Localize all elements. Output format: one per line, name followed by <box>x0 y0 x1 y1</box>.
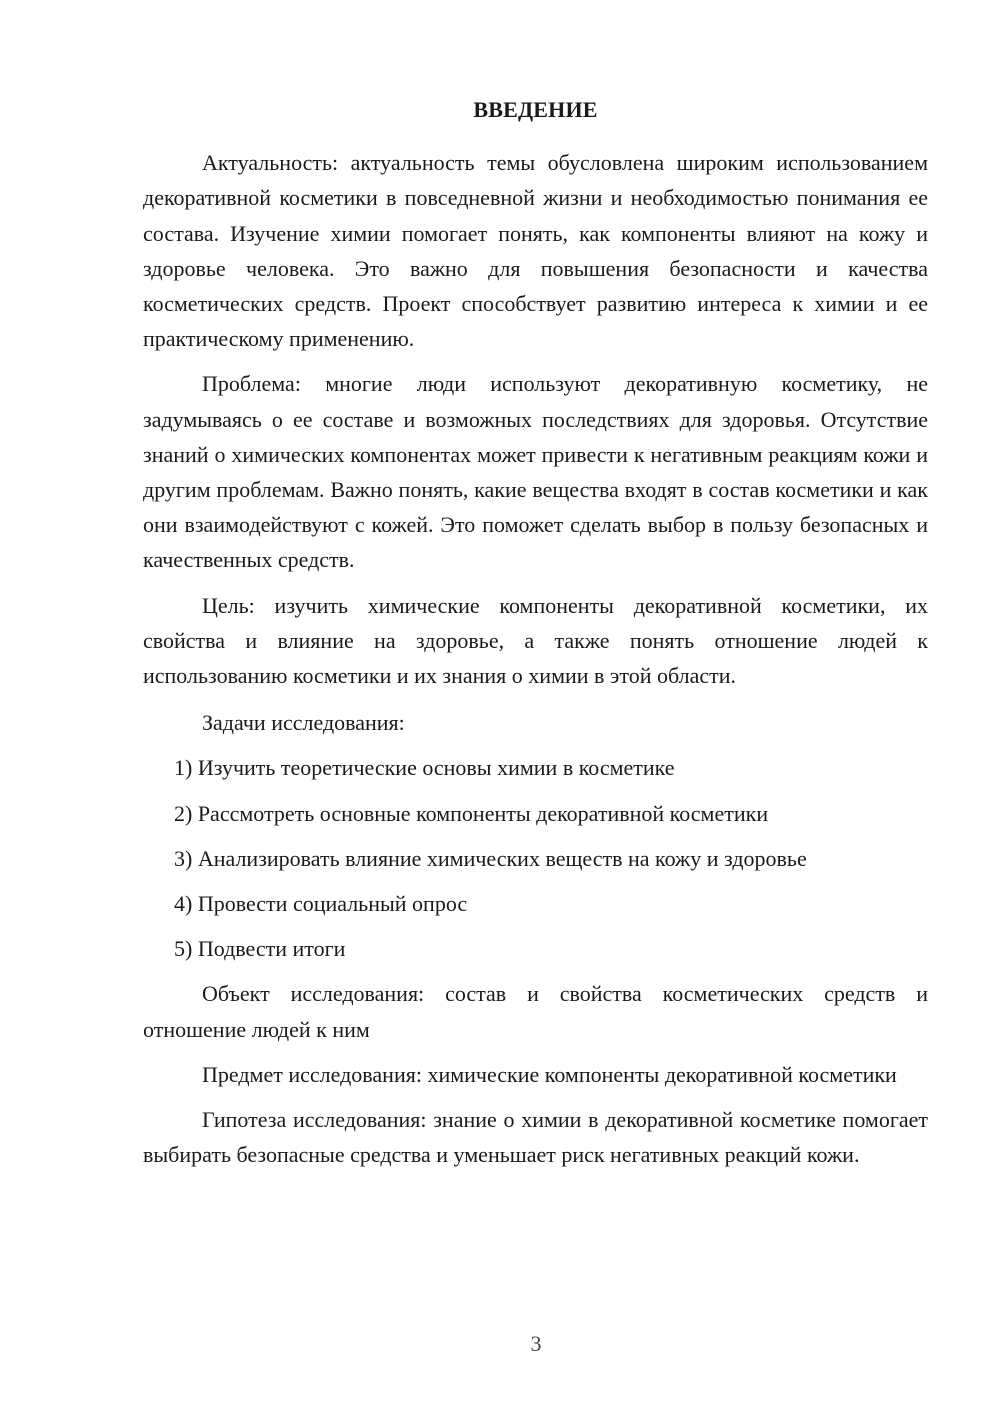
paragraph-relevance: Актуальность: актуальность темы обусловлена широким использованием декоративной косметики в повседневной жизни и необходимостью понимания ее состава. Изучение химии помогает понять, как компоненты влияют на кожу и здоровье человека. Это важно для повышения безопасности и качества косметических средств. Проект способствует развитию интереса к химии и ее практическому применению. <box>143 150 928 352</box>
tasks-heading: Задачи исследования: <box>202 710 405 736</box>
task-item: 4) Провести социальный опрос <box>174 891 468 917</box>
task-item: 5) Подвести итоги <box>174 936 346 962</box>
paragraph-goal: Цель: изучить химические компоненты декоративной косметики, их свойства и влияние на здоровье, а также понять отношение людей к использованию косметики и их знания о химии в этой области. <box>143 592 928 689</box>
section-title: ВВЕДЕНИЕ <box>473 97 598 122</box>
tasks-list <box>143 750 928 966</box>
task-item: 3) Анализировать влияние химических веществ на кожу и здоровье <box>174 845 807 871</box>
paragraph-object: Объект исследования: состав и свойства косметических средств и отношение людей к ним <box>143 981 928 1042</box>
paragraph-hypothesis: Гипотеза исследования: знание о химии в декоративной косметике помогает выбирать безопасные средства и уменьшает риск негативных реакций кожи. <box>143 1107 928 1168</box>
task-item: 2) Рассмотреть основные компоненты декоративной косметики <box>174 800 769 826</box>
paragraph-problem: Проблема: многие люди используют декоративную косметику, не задумываясь о ее составе и возможных последствиях для здоровья. Отсутствие знаний о химических компонентах может привести к негативным реакциям кожи и другим проблемам. Важно понять, какие вещества входят в состав косметики и как они взаимодействуют с кожей. Это поможет сделать выбор в пользу безопасных и качественных средств. <box>143 371 928 573</box>
document-page <box>143 92 928 1182</box>
paragraph-subject: Предмет исследования: химические компоненты декоративной косметики <box>202 1061 897 1087</box>
task-item: 1) Изучить теоретические основы химии в косметике <box>174 755 675 781</box>
page-number: 3 <box>530 1331 542 1356</box>
